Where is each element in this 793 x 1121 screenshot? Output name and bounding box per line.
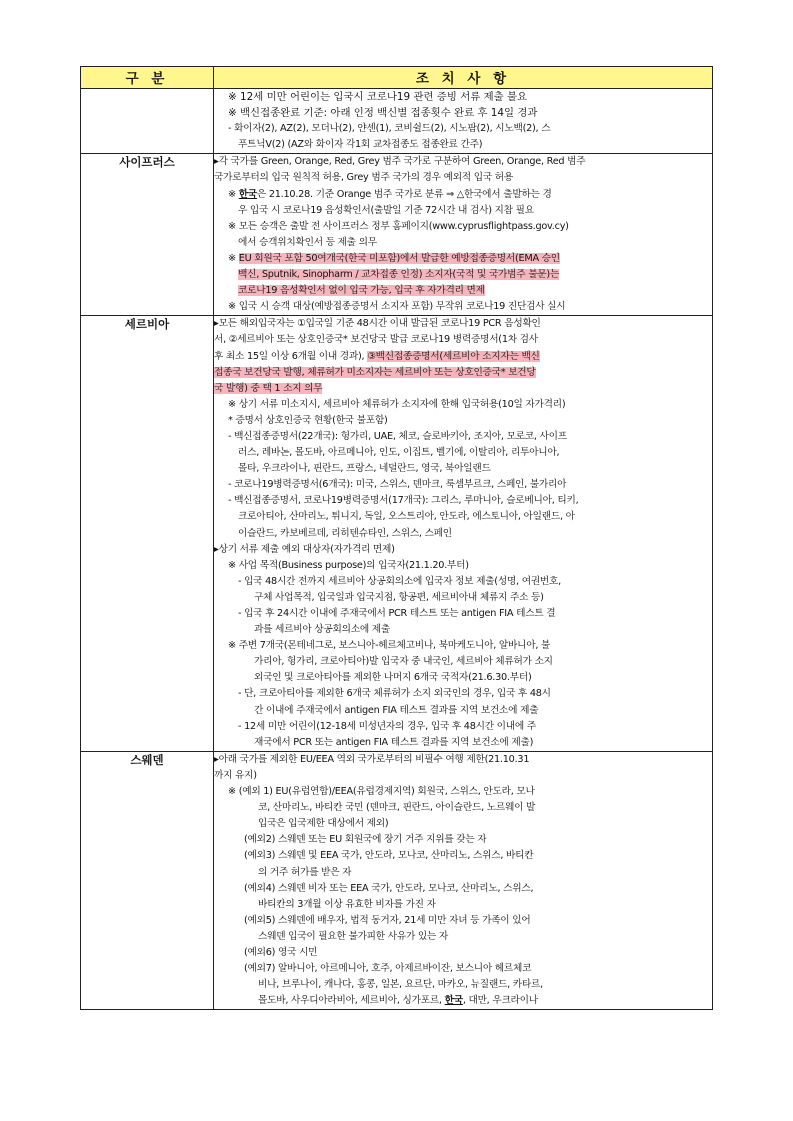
text-span: ※ bbox=[228, 252, 239, 264]
text-line: (예외3) 스웨덴 및 EEA 국가, 안도라, 모나코, 산마리노, 스위스, 바티칸 bbox=[244, 850, 534, 862]
measures-cyprus bbox=[214, 154, 713, 316]
text-span: 은 21.10.28. 기준 Orange 범주 국가로 분류 ⇒ △한국에서 출발하는 경 bbox=[256, 188, 552, 200]
text-line: ※ (예외 1) EU(유럽연합)/EEA(유럽경제지역) 회원국, 스위스, 안도라, 모나 bbox=[228, 786, 535, 798]
measures-sweden bbox=[214, 751, 713, 1010]
text-line: 크로아티아, 산마리노, 튀니지, 독일, 오스트리아, 안도라, 에스토니아, 아일랜드, 아 bbox=[238, 511, 575, 523]
text-line: 입국은 입국제한 대상에서 제외) bbox=[258, 818, 389, 830]
text-line: - 12세 미만 어린이(12-18세 미성년자의 경우, 입국 후 48시간 이내에 주 bbox=[238, 720, 536, 732]
text-line bbox=[214, 283, 712, 299]
text-line: 이슬란드, 카보베르데, 리히텐슈타인, 스위스, 스페인 bbox=[238, 527, 452, 539]
text-line: 외국인 및 크로아티아를 제외한 나머지 6개국 국적자(21.6.30.부터) bbox=[254, 672, 532, 684]
highlight-text: 국 발행) 중 택 1 소지 의무 bbox=[214, 382, 323, 394]
text-line: 과를 세르비아 상공회의소에 제출 bbox=[254, 624, 391, 636]
text-line: 코, 산마리노, 바티칸 국민 (덴마크, 핀란드, 아이슬란드, 노르웨이 발 bbox=[258, 802, 536, 814]
text-line: 푸트닉V(2) (AZ와 화이자 각1회 교차접종도 접종완료 간주) bbox=[238, 139, 483, 151]
text-line: ▸모든 해외입국자는 ①입국일 기준 48시간 이내 발급된 코로나19 PCR 음성확인 bbox=[214, 318, 541, 330]
measures-table bbox=[80, 66, 713, 1010]
text-line bbox=[214, 365, 712, 381]
text-line: ▸상기 서류 제출 예외 대상자(자가격리 면제) bbox=[214, 543, 395, 555]
text-line: 국가로부터의 입국 원칙적 허용, Grey 범주 국가의 경우 예외적 입국 허용 bbox=[214, 172, 514, 184]
row-sweden bbox=[81, 751, 713, 1010]
korea-emphasis: 한국 bbox=[238, 188, 257, 200]
text-line: 러스, 레바논, 몰도바, 아르메니아, 인도, 이집트, 벨기에, 이탈리아, 리투아니아, bbox=[238, 447, 560, 459]
country-cyprus: 사이프러스 bbox=[81, 154, 214, 316]
text-span: , 대만, 우크라이나 bbox=[462, 995, 538, 1007]
text-span: 후 최소 15일 이상 6개월 이내 경과), bbox=[214, 350, 368, 362]
text-line: ※ 모든 승객은 출발 전 사이프러스 정부 홈페이지(www.cyprusflightpass.gov.cy) bbox=[228, 220, 569, 232]
text-line: 의 거주 허가를 받은 자 bbox=[258, 866, 352, 878]
text-line: 바티칸의 3개월 이상 유효한 비자를 가진 자 bbox=[258, 898, 436, 910]
text-line: - 입국 48시간 전까지 세르비아 상공회의소에 입국자 정보 제출(성명, 여권번호, bbox=[238, 575, 561, 587]
text-line: 스웨덴 입국이 필요한 불가피한 사유가 있는 자 bbox=[258, 930, 449, 942]
text-line: ※ 12세 미만 어린이는 입국시 코로나19 관련 증빙 서류 제출 불요 bbox=[228, 91, 528, 103]
text-line: ※ 백신접종완료 기준: 아래 인정 백신별 접종횟수 완료 후 14일 경과 bbox=[228, 107, 538, 120]
text-line: 에서 승객위치확인서 등 제출 의무 bbox=[238, 236, 377, 248]
row-cyprus bbox=[81, 154, 713, 316]
text-line: ※ 입국 시 승객 대상(예방접종증명서 소지자 포함) 무작위 코로나19 진단검사 실시 bbox=[228, 301, 566, 313]
text-line: * 증명서 상호인증국 현황(한국 불포함) bbox=[228, 414, 388, 426]
measures-serbia bbox=[214, 316, 713, 752]
text-line: - 화이자(2), AZ(2), 모더나(2), 얀센(1), 코비쉴드(2), 시노팜(2), 시노백(2), 스 bbox=[228, 123, 551, 135]
text-line: (예외6) 영국 시민 bbox=[244, 946, 318, 958]
text-line: - 단, 크로아티아를 제외한 6개국 체류허가 소지 외국인의 경우, 입국 후 48시 bbox=[238, 688, 551, 700]
text-span: ※ bbox=[228, 188, 239, 200]
text-line: - 백신접종증명서(22개국): 헝가리, UAE, 체코, 슬로바키아, 조지아, 모로코, 사이프 bbox=[228, 430, 567, 442]
text-line bbox=[214, 349, 712, 365]
measures-cell-continued bbox=[214, 89, 713, 154]
row-continued bbox=[81, 89, 713, 154]
text-line: 간 이내에 주재국에서 antigen FIA 테스트 결과를 지역 보건소에 제출 bbox=[254, 704, 539, 716]
text-line bbox=[214, 187, 712, 203]
text-line: (예외4) 스웨덴 비자 또는 EEA 국가, 안도라, 모나코, 산마리노, 스위스, bbox=[244, 882, 534, 894]
text-line: ▸각 국가를 Green, Orange, Red, Grey 범주 국가로 구분하여 Green, Orange, Red 범주 bbox=[214, 156, 586, 168]
text-line: (예외5) 스웨덴에 배우자, 법적 동거자, 21세 미만 자녀 등 가족이 있어 bbox=[244, 914, 531, 926]
text-line: - 입국 후 24시간 이내에 주재국에서 PCR 테스트 또는 antigen FIA 테스트 결 bbox=[238, 608, 556, 619]
text-line: ※ 사업 목적(Business purpose)의 입국자(21.1.20.부터) bbox=[228, 559, 469, 571]
highlight-text: ③백신접종증명서(세르비아 소지자는 백신 bbox=[367, 350, 540, 362]
text-line: 비나, 브루나이, 캐나다, 홍콩, 일본, 요르단, 마카오, 뉴질랜드, 카타르, bbox=[258, 979, 543, 991]
text-span: 몰도바, 사우디아라비아, 세르비아, 싱가포르, bbox=[258, 995, 445, 1007]
country-serbia: 세르비아 bbox=[81, 316, 214, 752]
highlight-text: 백신, Sputnik, Sinopharm / 교차접종 인정) 소지자(국적 및 국가범주 불문)는 bbox=[238, 269, 560, 281]
country-cell-continued bbox=[81, 89, 214, 154]
text-line: 까지 유지) bbox=[214, 769, 257, 781]
text-line: 서, ②세르비아 또는 상호인증국* 보건당국 발급 코로나19 병력증명서(1차 검사 bbox=[214, 334, 538, 346]
text-line: - 코로나19병력증명서(6개국): 미국, 스위스, 덴마크, 룩셈부르크, 스페인, 불가리아 bbox=[228, 479, 567, 491]
text-line bbox=[214, 251, 712, 267]
text-line: ▸아래 국가를 제외한 EU/EEA 역외 국가로부터의 비필수 여행 제한(21.10.31 bbox=[214, 753, 530, 765]
text-line bbox=[214, 993, 712, 1009]
text-line: 가리아, 헝가리, 크로아티아)발 입국자 중 내국인, 세르비아 체류허가 소지 bbox=[254, 656, 553, 668]
text-line: ※ 주변 7개국(몬테네그로, 보스니아-헤르체고비나, 북마케도니아, 알바니아, 불 bbox=[228, 640, 551, 652]
header-row bbox=[81, 67, 713, 89]
korea-emphasis: 한국 bbox=[444, 995, 463, 1007]
text-line bbox=[214, 381, 712, 397]
highlight-text: EU 회원국 포함 50여개국(한국 미포함)에서 발급한 예방접종증명서(EMA 승인 bbox=[238, 252, 560, 264]
text-line: 몰타, 우크라이나, 핀란드, 프랑스, 네덜란드, 영국, 북아일랜드 bbox=[238, 463, 491, 475]
country-sweden: 스웨덴 bbox=[81, 751, 214, 1010]
text-line: (예외7) 알바니아, 아르메니아, 호주, 아제르바이잔, 보스니아 헤르체코 bbox=[244, 963, 532, 975]
header-category: 구 분 bbox=[81, 67, 214, 89]
highlight-text: 코로나19 음성확인서 없이 입국 가능, 입국 후 자가격리 면제 bbox=[238, 285, 485, 297]
row-serbia bbox=[81, 316, 713, 752]
text-line: (예외2) 스웨덴 또는 EU 회원국에 장기 거주 지위를 갖는 자 bbox=[244, 834, 487, 846]
text-line bbox=[214, 267, 712, 283]
text-line: 재국에서 PCR 또는 antigen FIA 테스트 결과를 지역 보건소에 제출) bbox=[254, 736, 534, 748]
text-line: ※ 상기 서류 미소지시, 세르비아 체류허가 소지자에 한해 입국허용(10일 자가격리) bbox=[228, 398, 566, 410]
text-line: - 백신접종증명서, 코로나19병력증명서(17개국): 그리스, 루마니아, 슬로베니아, 티키, bbox=[228, 495, 579, 507]
text-line: 구체 사업목적, 입국일과 입국지점, 항공편, 세르비아내 체류지 주소 등) bbox=[254, 591, 544, 603]
text-line: 우 입국 시 코로나19 음성확인서(출발일 기준 72시간 내 검사) 지참 필요 bbox=[238, 204, 534, 216]
highlight-text: 접종국 보건당국 발행, 체류허가 미소지자는 세르비아 또는 상호인증국* 보건당 bbox=[214, 366, 536, 378]
header-measures: 조 치 사 항 bbox=[214, 67, 713, 89]
